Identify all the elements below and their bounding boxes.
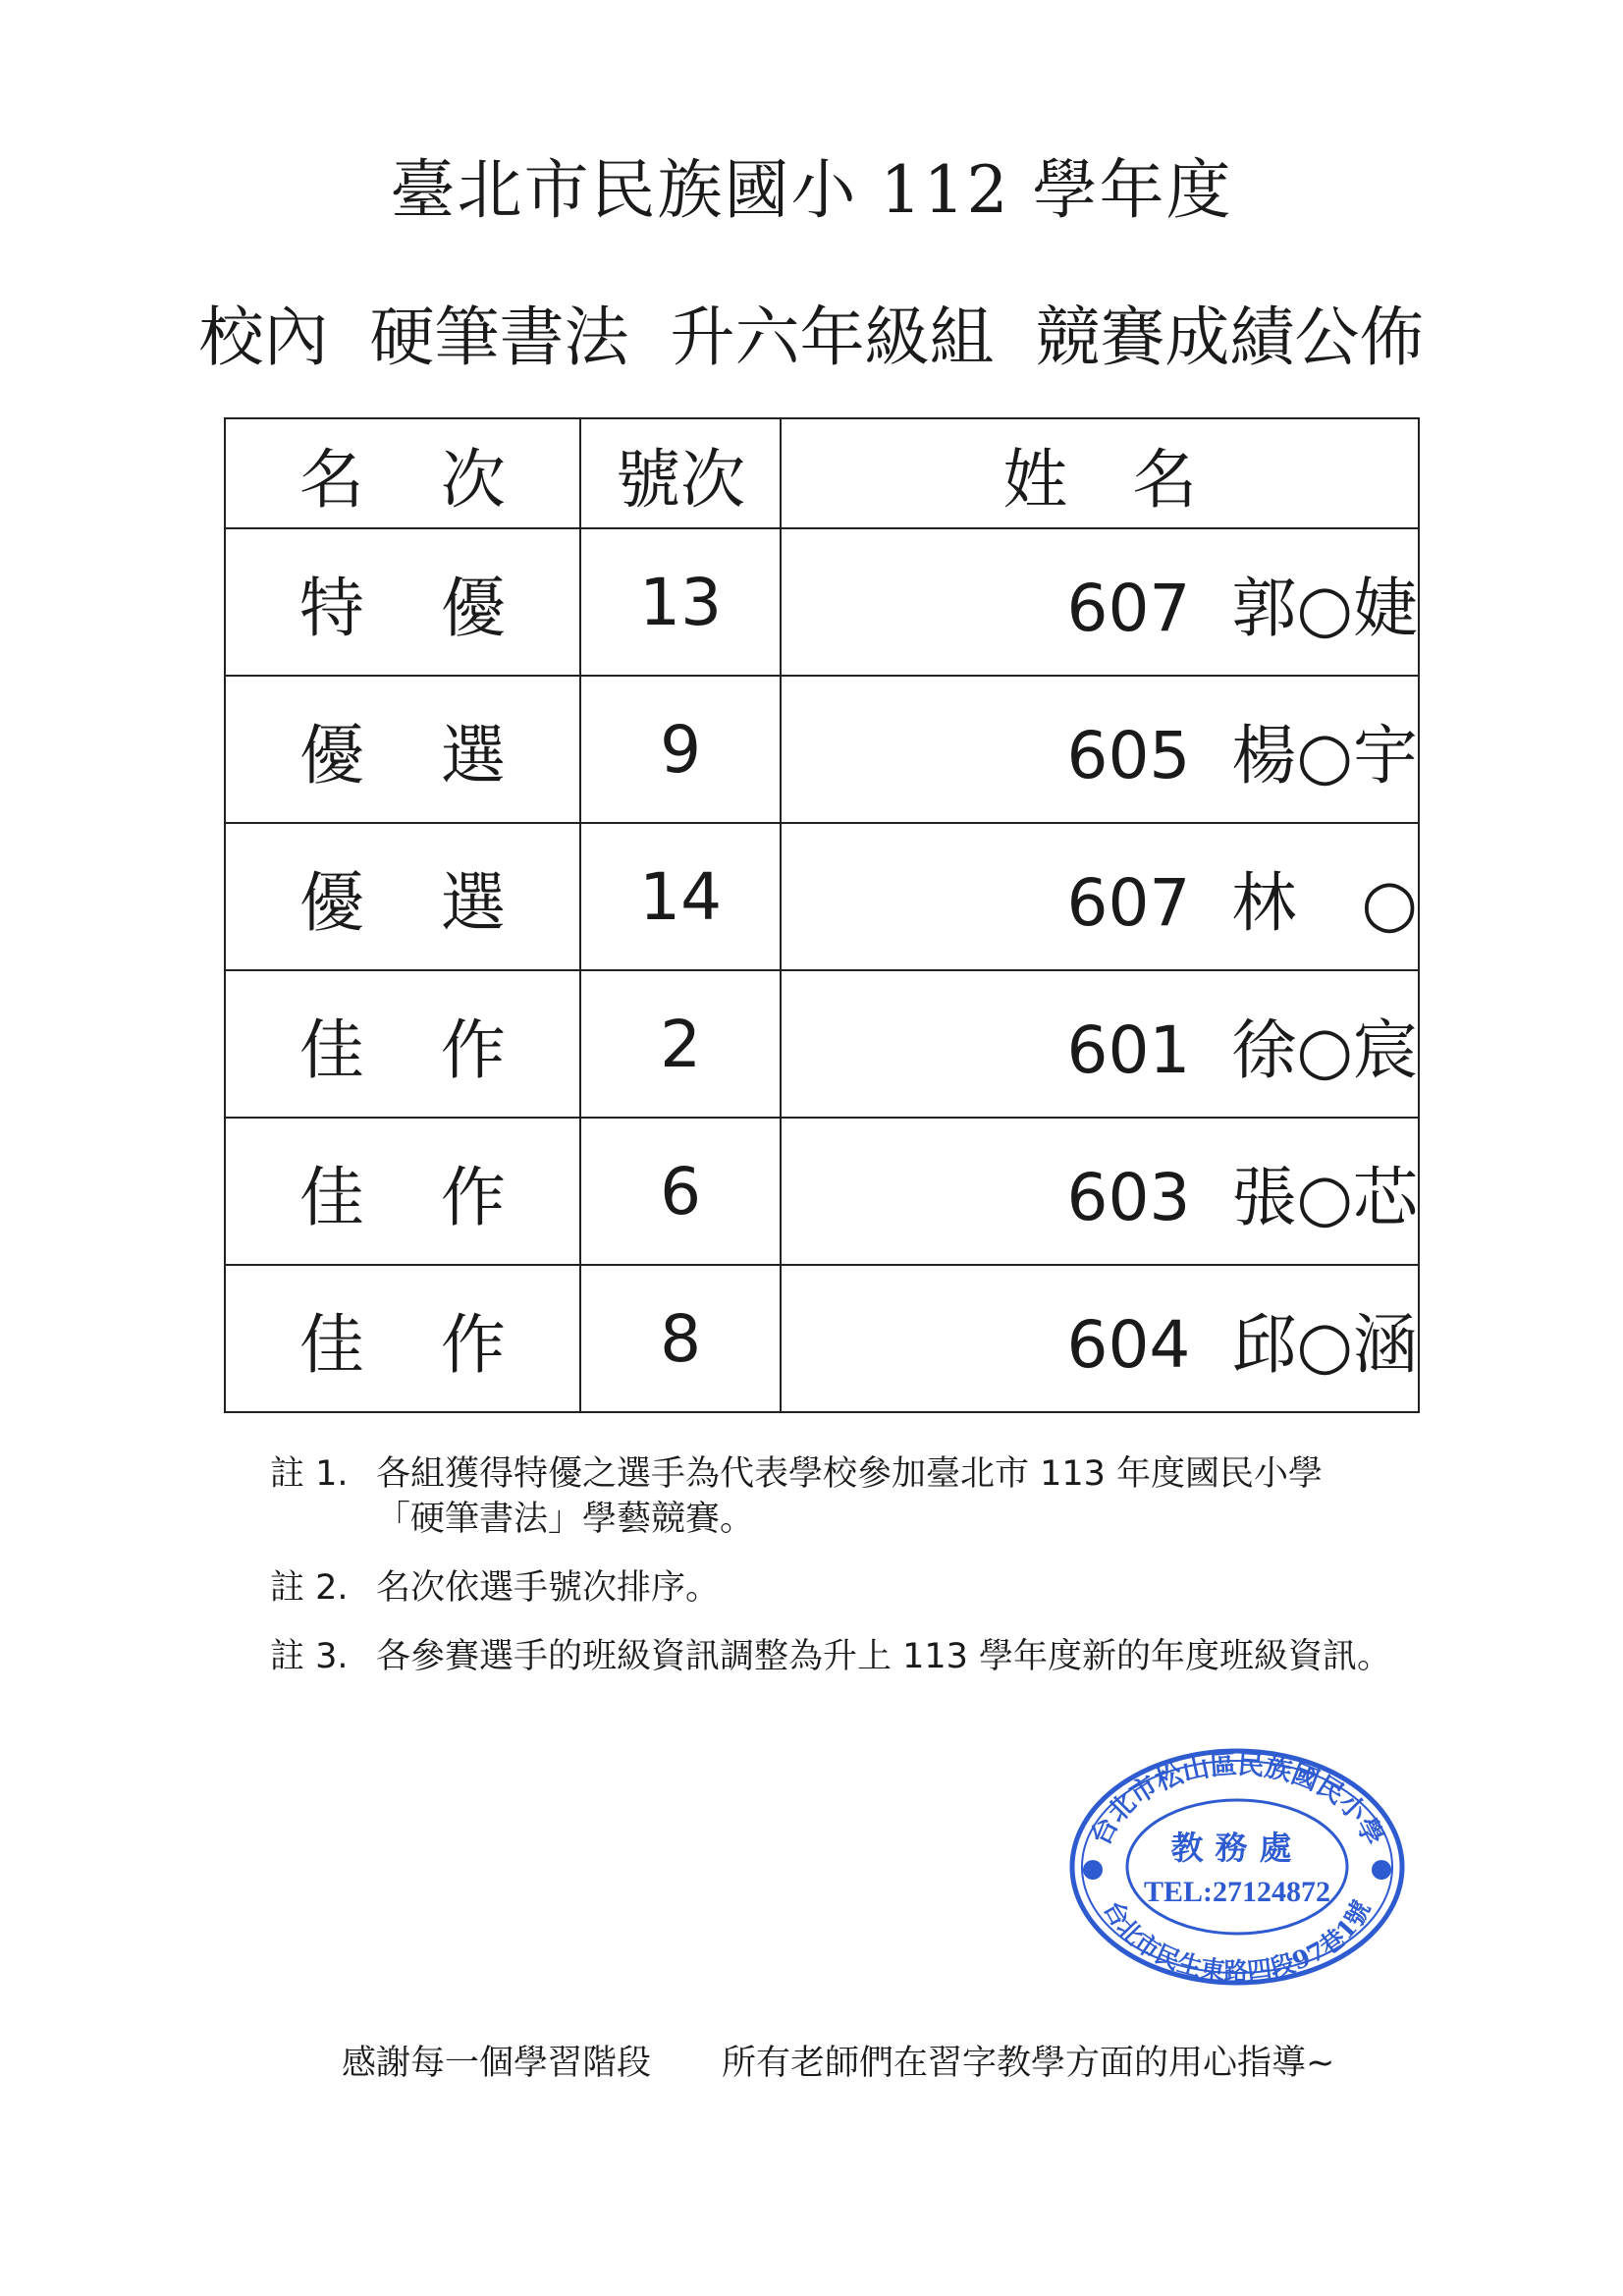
thanks-footer xyxy=(342,2036,1334,2085)
stamp-bottom-text: 台北市民生東路四段97巷1號 xyxy=(1098,1895,1377,1987)
student-cell xyxy=(781,823,1419,970)
student-name: 徐○宸 xyxy=(1231,1011,1418,1088)
student-name: 邱○涵 xyxy=(1231,1306,1418,1383)
note-item xyxy=(270,1451,1576,1542)
title-line-2: 校內 硬筆書法 升六年級組 競賽成績公佈 xyxy=(198,300,1425,375)
table-row xyxy=(225,1118,1419,1265)
number-cell: 13 xyxy=(580,528,782,676)
office-stamp xyxy=(1065,1744,1409,1990)
table-row xyxy=(225,528,1419,676)
note-label: 註 1. xyxy=(270,1454,349,1494)
note-label: 註 3. xyxy=(270,1637,349,1676)
header-rank: 名次 xyxy=(225,418,580,528)
header-number: 號次 xyxy=(580,418,782,528)
rank-cell: 優選 xyxy=(225,676,580,823)
note-item xyxy=(270,1634,1576,1679)
student-name: 郭○婕 xyxy=(1231,570,1418,646)
rank-cell: 特優 xyxy=(225,528,580,676)
table-row xyxy=(225,970,1419,1118)
results-table xyxy=(224,417,1420,1413)
class-number: 605 xyxy=(1066,717,1191,793)
title-line-1: 臺北市民族國小 112 學年度 xyxy=(390,152,1233,228)
note-label: 註 2. xyxy=(270,1568,349,1608)
stamp-top-text: 台北市松山區民族國民小學 xyxy=(1085,1749,1389,1851)
student-cell xyxy=(781,528,1419,676)
student-name: 張○芯 xyxy=(1231,1159,1418,1235)
header-name: 姓 名 xyxy=(781,418,1419,528)
rank-cell: 佳作 xyxy=(225,1265,580,1412)
note-text: 各組獲得特優之選手為代表學校參加臺北市 113 年度國民小學 「硬筆書法」學藝競賽。 xyxy=(376,1454,1324,1539)
student-name: 林 ○ xyxy=(1231,864,1418,941)
thanks-part-2: 所有老師們在習字教學方面的用心指導~ xyxy=(722,2044,1335,2083)
table-header-row xyxy=(225,418,1419,528)
table-row xyxy=(225,676,1419,823)
note-text: 名次依選手號次排序。 xyxy=(376,1568,721,1608)
rank-cell: 優選 xyxy=(225,823,580,970)
student-cell xyxy=(781,970,1419,1118)
note-item xyxy=(270,1565,1576,1611)
rank-cell: 佳作 xyxy=(225,970,580,1118)
class-number: 604 xyxy=(1066,1306,1191,1383)
stamp-office-text: 教務處 xyxy=(1170,1829,1304,1867)
student-cell xyxy=(781,676,1419,823)
class-number: 607 xyxy=(1066,570,1191,646)
class-number: 607 xyxy=(1066,864,1191,941)
student-cell xyxy=(781,1118,1419,1265)
stamp-tel-text: TEL:27124872 xyxy=(1143,1876,1331,1908)
class-number: 603 xyxy=(1066,1159,1191,1235)
student-name: 楊○宇 xyxy=(1231,717,1418,793)
number-cell: 14 xyxy=(580,823,782,970)
student-cell xyxy=(781,1265,1419,1412)
class-number: 601 xyxy=(1066,1011,1191,1088)
table-row xyxy=(225,823,1419,970)
number-cell: 8 xyxy=(580,1265,782,1412)
rank-cell: 佳作 xyxy=(225,1118,580,1265)
table-row xyxy=(225,1265,1419,1412)
number-cell: 9 xyxy=(580,676,782,823)
thanks-part-1: 感謝每一個學習階段 xyxy=(342,2044,652,2083)
number-cell: 6 xyxy=(580,1118,782,1265)
notes-section xyxy=(270,1451,1576,1703)
number-cell: 2 xyxy=(580,970,782,1118)
note-text: 各參賽選手的班級資訊調整為升上 113 學年度新的年度班級資訊。 xyxy=(376,1637,1392,1676)
